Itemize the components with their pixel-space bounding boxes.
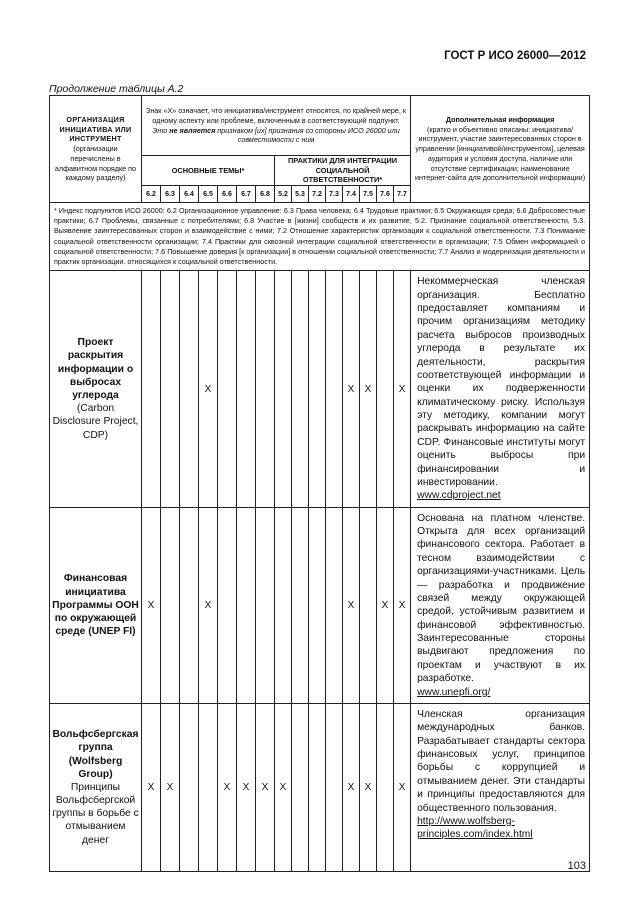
applicability-mark [180, 703, 199, 871]
applicability-mark [292, 507, 309, 703]
info-text: Некоммерческая членская организация. Бесплатно предоставляет компаниям и прочим организациям методику расчета выбросов производных углерода в результате их деятельности, раскрытия соответствующей информации и оценки их подверженности климатическому риску. Используя эту методику, компании могут раскрывать информацию на сайте CDP. Финансовые институты могут оценить выбросы при финансировании и инвестировании. [417, 276, 586, 488]
org-header-note: (организации перечислены в алфавитном порядке по каждому разделу) [54, 144, 137, 183]
applicability-mark [199, 703, 218, 871]
clause-column-number: 7.6 [377, 186, 394, 203]
clause-column-number: 6.8 [256, 186, 275, 203]
applicability-mark [309, 703, 326, 871]
applicability-mark [237, 507, 256, 703]
applicability-mark [218, 507, 237, 703]
applicability-mark: X [394, 703, 411, 871]
applicability-mark [180, 507, 199, 703]
applicability-mark [275, 507, 292, 703]
applicability-mark: X [343, 271, 360, 507]
table-row [50, 507, 590, 703]
sign-line-2-bold: не является [169, 125, 216, 135]
standards-table [49, 95, 590, 872]
applicability-mark [256, 507, 275, 703]
table-row [50, 703, 590, 871]
applicability-mark [377, 703, 394, 871]
applicability-mark: X [394, 507, 411, 703]
applicability-mark: X [218, 703, 237, 871]
clause-column-number: 5.2 [275, 186, 292, 203]
table-row [50, 271, 590, 507]
organization-name-bold: Финансовая инициатива Программы ООН по окружающей среде (UNEP FI) [52, 573, 139, 638]
applicability-mark: X [377, 507, 394, 703]
applicability-mark [326, 703, 343, 871]
clause-column-number: 7.2 [309, 186, 326, 203]
applicability-mark [161, 271, 180, 507]
clause-column-number: 6.5 [199, 186, 218, 203]
clause-column-number: 6.2 [142, 186, 161, 203]
clause-column-number: 5.3 [292, 186, 309, 203]
page-number: 103 [567, 860, 586, 872]
organization-name [50, 703, 142, 871]
clause-index-footnote: * Индекс подпунктов ИСО 26000: 6.2 Организационное управление: 6.3 Права человека; 6.4 Трудовые практики; 6.5 Окружающая среда; 6.6 Добросовестные практики; 6.7 Проблемы, связанные с потребителями; 6.8 Участие в [жизни] сообществ и их развитие, 5.2. Признание социальной ответственности, 5.3. Выявление заинтересованных сторон и взаимодействие с ними; 7.2 Отношение характеристик организации к социальной ответственности. 7.3 Понимание социальной ответственности организации; 7.4 Практики для сквозной интеграции социальной ответственности в организации; 7.5 Обмен информацией о социальной ответственности; 7.6 Повышение доверия [к организации] в отношении социальной ответственности; 7.7 Анализ и модернизация деятельности и практик организации. относящихся к социальной ответственности. [50, 203, 590, 271]
additional-info-title: Дополнительная информация [445, 114, 555, 124]
table-continuation-caption: Продолжение таблицы А.2 [49, 83, 184, 95]
website-link[interactable]: www.cdproject.net [417, 490, 501, 502]
applicability-mark [377, 271, 394, 507]
organization-name-plain: (Carbon Disclosure Project, CDP) [52, 403, 139, 441]
organization-name-bold: Проект раскрытия информации о выбросах углерода [57, 337, 134, 401]
sign-line-2-pre: Это [152, 125, 170, 135]
info-text: Членская организация международных банков. Разрабатывает стандарты сектора финансовых услуг, принципов борьбы с коррупцией и отмыванием денег. Эти стандарты и принципы предоставляются для общественного пользования. [417, 708, 586, 814]
applicability-mark [360, 507, 377, 703]
core-topics-header: ОСНОВНЫЕ ТЕМЫ* [142, 156, 275, 186]
practices-header: ПРАКТИКИ ДЛЯ ИНТЕГРАЦИИ СОЦИАЛЬНОЙ ОТВЕТСТВЕННОСТИ* [275, 156, 411, 186]
applicability-mark: X [256, 703, 275, 871]
clause-column-number: 7.3 [326, 186, 343, 203]
clause-column-number: 7.5 [360, 186, 377, 203]
applicability-mark [326, 507, 343, 703]
applicability-mark [309, 507, 326, 703]
standard-designation: ГОСТ Р ИСО 26000—2012 [444, 50, 586, 62]
sign-line-2-post: признаком [их] признания со стороны ИСО 26000 или совместимости с ним [215, 125, 400, 145]
applicability-mark: X [142, 507, 161, 703]
applicability-mark: X [343, 703, 360, 871]
applicability-mark: X [199, 271, 218, 507]
applicability-mark: X [161, 703, 180, 871]
applicability-mark: X [343, 507, 360, 703]
clause-column-number: 7.7 [394, 186, 411, 203]
applicability-mark: X [237, 703, 256, 871]
org-column-header [50, 96, 142, 203]
applicability-mark [218, 271, 237, 507]
applicability-mark [309, 271, 326, 507]
additional-info [411, 507, 590, 703]
applicability-mark: X [360, 703, 377, 871]
applicability-mark [292, 271, 309, 507]
applicability-mark: X [394, 271, 411, 507]
organization-name-plain: Принципы Вольфсбергской группы в борьбе с отмыванием денег [52, 781, 139, 846]
organization-name-bold: Вольфсбергская группа (Wolfsberg Group) [52, 729, 139, 780]
applicability-mark: X [142, 703, 161, 871]
applicability-mark: X [199, 507, 218, 703]
applicability-mark [142, 271, 161, 507]
org-header-title: ОРГАНИЗАЦИЯ ИНИЦИАТИВА ИЛИ ИНСТРУМЕНТ [59, 114, 132, 144]
applicability-mark [292, 703, 309, 871]
applicability-mark [237, 271, 256, 507]
additional-info-header [411, 96, 590, 203]
applicability-mark [161, 507, 180, 703]
applicability-mark: X [275, 703, 292, 871]
additional-info-text: (кратко и объективно описаны: инициатива/инструмент, участие заинтересованных сторон в управлении [инициативой/инструментом], целевая аудитория и условия доступа, наличие или отсутствие сертификации; наименование интернет-сайта для дополнительной информации) [415, 124, 586, 183]
website-link[interactable]: http://www.wolfsberg-principles.com/index.html [417, 815, 533, 841]
organization-name [50, 271, 142, 507]
organization-name [50, 507, 142, 703]
applicability-mark: X [360, 271, 377, 507]
sign-line-1: Знак «X» означает, что инициатива/инструмент относятся, по крайней мере, к одному аспекту или проблеме, включенным в соответствующий подпункт. [146, 106, 407, 125]
additional-info [411, 703, 590, 871]
clause-column-number: 6.6 [218, 186, 237, 203]
clause-column-number: 6.3 [161, 186, 180, 203]
clause-column-number: 6.4 [180, 186, 199, 203]
additional-info [411, 271, 590, 507]
x-sign-explanation [142, 96, 411, 156]
applicability-mark [256, 271, 275, 507]
applicability-mark [275, 271, 292, 507]
info-text: Основана на платном членстве. Открыта для всех организаций финансового сектора. Работает в тесном взаимодействии с организациями-участниками. Цель — разработка и продвижение связей между окружающей средой, устойчивым развитием и финансовой эффективностью. Заинтересованные стороны выдвигают предложения по проектам и участвуют в их разработке. [417, 512, 586, 685]
clause-column-number: 7.4 [343, 186, 360, 203]
clause-column-number: 6.7 [237, 186, 256, 203]
applicability-mark [180, 271, 199, 507]
applicability-mark [326, 271, 343, 507]
website-link[interactable]: www.unepfi.org/ [417, 686, 491, 698]
